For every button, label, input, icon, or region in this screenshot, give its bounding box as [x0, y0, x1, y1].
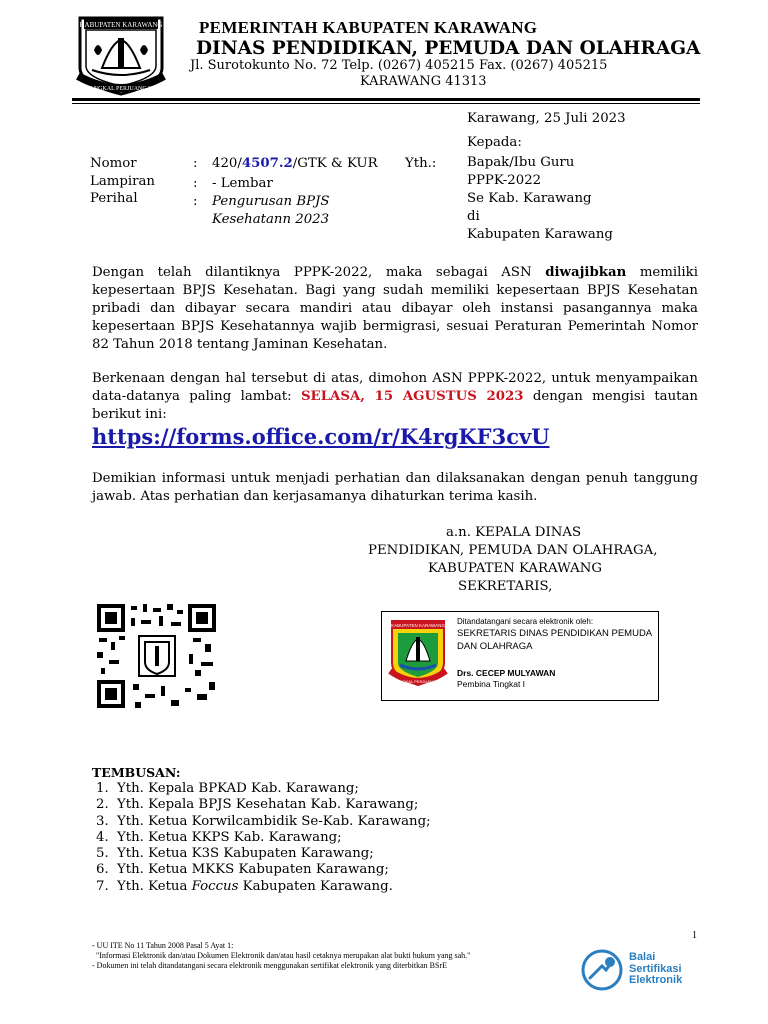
- header-line2: DINAS PENDIDIKAN, PEMUDA DAN OLAHRAGA: [196, 38, 701, 59]
- tembusan-list: [96, 781, 431, 895]
- tembusan-item: [96, 781, 431, 797]
- tembusan-heading: TEMBUSAN:: [92, 765, 181, 780]
- signatory-line1: a.n. KEPALA DINAS: [446, 525, 582, 540]
- verification-qr-code: [97, 604, 216, 708]
- signatory-line4: SEKRETARIS,: [458, 579, 553, 594]
- body-paragraph-2: [92, 370, 698, 424]
- logo-bottom-text: PANGKAL PERJUANGAN: [86, 86, 156, 92]
- bsre-line2: Sertifikasi: [629, 962, 682, 975]
- item-text: Yth. Ketua MKKS Kabupaten Karawang;: [117, 862, 389, 878]
- esign-title-line2: DAN OLAHRAGA: [457, 641, 533, 652]
- recipient-line: Kabupaten Karawang: [467, 227, 613, 242]
- header-rule-thin: [72, 103, 700, 104]
- item-text-b: Kabupaten Karawang.: [238, 878, 393, 894]
- item-text: Yth. Ketua K3S Kabupaten Karawang;: [117, 846, 374, 862]
- karawang-regency-logo: [72, 10, 170, 96]
- item-text-a: Yth. Ketua: [117, 878, 192, 894]
- esign-caption: Ditandatangani secara elektronik oleh:: [457, 617, 594, 626]
- esign-rank: Pembina Tingkat I: [457, 679, 526, 689]
- date-line: Karawang, 25 Juli 2023: [467, 111, 626, 126]
- bsre-line3: Elektronik: [629, 974, 683, 986]
- perihal-line2: Kesehatann 2023: [212, 212, 330, 227]
- p1-text-b: memiliki kepesertaan BPJS Kesehatan. Bagi yang sudah memiliki kepesertaan BPJS Kesehatan pribadi dan dibayar secara mandiri atau dibayar oleh instansi pasangannya maka kepesertaan BPJS Kesehatannya wajib bermigrasi, sesuai Peraturan Pemerintah Nomor 82 Tahun 2018 tentang Jaminan Kesehatan.: [92, 265, 698, 352]
- p1-text-a: Dengan telah dilantiknya PPPK-2022, maka sebagai ASN: [92, 265, 546, 280]
- header-address: Jl. Surotokunto No. 72 Telp. (0267) 405215 Fax. (0267) 405215: [190, 58, 608, 73]
- karawang-regency-logo-color: [388, 617, 448, 689]
- recipient-line: di: [467, 209, 480, 224]
- logo-top-text: KABUPATEN KARAWANG: [79, 21, 163, 29]
- item-number: 4.: [96, 829, 109, 845]
- p2-text-b: dengan mengisi tautan berikut ini:: [92, 389, 698, 422]
- tembusan-item: [96, 830, 431, 846]
- nomor-value: [212, 155, 378, 173]
- footer-line3: - Dokumen ini telah ditandatangani secara elektronik menggunakan sertifikat elektronik yang diterbitkan BSrE: [92, 961, 447, 970]
- lampiran-label: Lampiran: [90, 174, 155, 189]
- bsre-logo-icon: [580, 948, 624, 992]
- perihal-label: Perihal: [90, 191, 138, 206]
- header-line1: PEMERINTAH KABUPATEN KARAWANG: [199, 18, 538, 37]
- footer-line2: "Informasi Elektronik dan/atau Dokumen Elektronik dan/atau hasil cetaknya merupakan alat bukti hukum yang sah.": [96, 951, 471, 960]
- esign-title-line1: SEKRETARIS DINAS PENDIDIKAN PEMUDA: [457, 628, 653, 639]
- deadline-text: SELASA, 15 AGUSTUS 2023: [300, 389, 524, 404]
- colon: :: [193, 194, 198, 209]
- body-paragraph-3: Demikian informasi untuk menjadi perhatian dan dilaksanakan dengan penuh tanggung jawab. Atas perhatian dan kerjasamanya dihaturkan terima kasih.: [92, 471, 698, 504]
- item-number: 7.: [96, 878, 109, 894]
- item-text: Yth. Kepala BPKAD Kab. Karawang;: [117, 781, 359, 796]
- nomor-highlight: 4507.2: [241, 156, 293, 171]
- recipient-line: Se Kab. Karawang: [467, 191, 592, 206]
- item-number: 5.: [96, 846, 109, 862]
- nomor-label: Nomor: [90, 156, 137, 171]
- item-number: 6.: [96, 862, 109, 878]
- bsre-line1: Balai: [629, 951, 656, 963]
- p1-bold: diwajibkan: [545, 265, 627, 280]
- bsre-logo-text: [629, 952, 682, 987]
- recipient-line: PPPK-2022: [467, 173, 542, 188]
- perihal-line1: Pengurusan BPJS: [212, 194, 330, 209]
- nomor-suffix: /GTK & KUR: [292, 156, 378, 171]
- yth-label: Yth.:: [405, 156, 437, 171]
- item-text: Yth. Ketua Korwilcambidik Se-Kab. Karawang;: [117, 813, 431, 829]
- recipient-line: Bapak/Ibu Guru: [467, 155, 575, 170]
- recipient-kepada: Kepada:: [467, 135, 522, 150]
- signatory-line2: PENDIDIKAN, PEMUDA DAN OLAHRAGA,: [368, 543, 658, 558]
- color-logo-top-text: KABUPATEN KARAWANG: [391, 623, 445, 628]
- colon: :: [193, 156, 198, 171]
- page-number: 1: [692, 930, 697, 941]
- esign-name: Drs. CECEP MULYAWAN: [457, 668, 556, 678]
- tembusan-item: [96, 814, 431, 830]
- nomor-prefix: 420/: [212, 156, 242, 171]
- tembusan-item: [96, 846, 431, 862]
- lampiran-value: - Lembar: [212, 176, 273, 191]
- item-number: 1.: [96, 781, 109, 796]
- footer-line1: - UU ITE No 11 Tahun 2008 Pasal 5 Ayat 1:: [92, 941, 234, 950]
- item-number: 2.: [96, 797, 109, 813]
- item-text: Yth. Kepala BPJS Kesehatan Kab. Karawang;: [117, 797, 419, 813]
- body-paragraph-1: [92, 264, 698, 354]
- colon: :: [193, 176, 198, 191]
- item-italic: Foccus: [191, 878, 239, 894]
- color-logo-bottom-text: PANGKAL PERJUANGAN: [394, 679, 442, 684]
- p2-text-a: Berkenaan dengan hal tersebut di atas, dimohon ASN PPPK-2022, untuk menyampaikan data-datanya paling lambat:: [92, 371, 698, 404]
- form-link[interactable]: https://forms.office.com/r/K4rgKF3cvU: [92, 424, 550, 449]
- header-rule-thick: [72, 98, 700, 101]
- tembusan-item: [96, 862, 431, 878]
- item-number: 3.: [96, 813, 109, 829]
- item-text: Yth. Ketua KKPS Kab. Karawang;: [117, 829, 342, 845]
- tembusan-item: [96, 879, 431, 895]
- signatory-line3: KABUPATEN KARAWANG: [428, 561, 602, 576]
- tembusan-item: [96, 797, 431, 813]
- header-city: KARAWANG 41313: [360, 74, 487, 89]
